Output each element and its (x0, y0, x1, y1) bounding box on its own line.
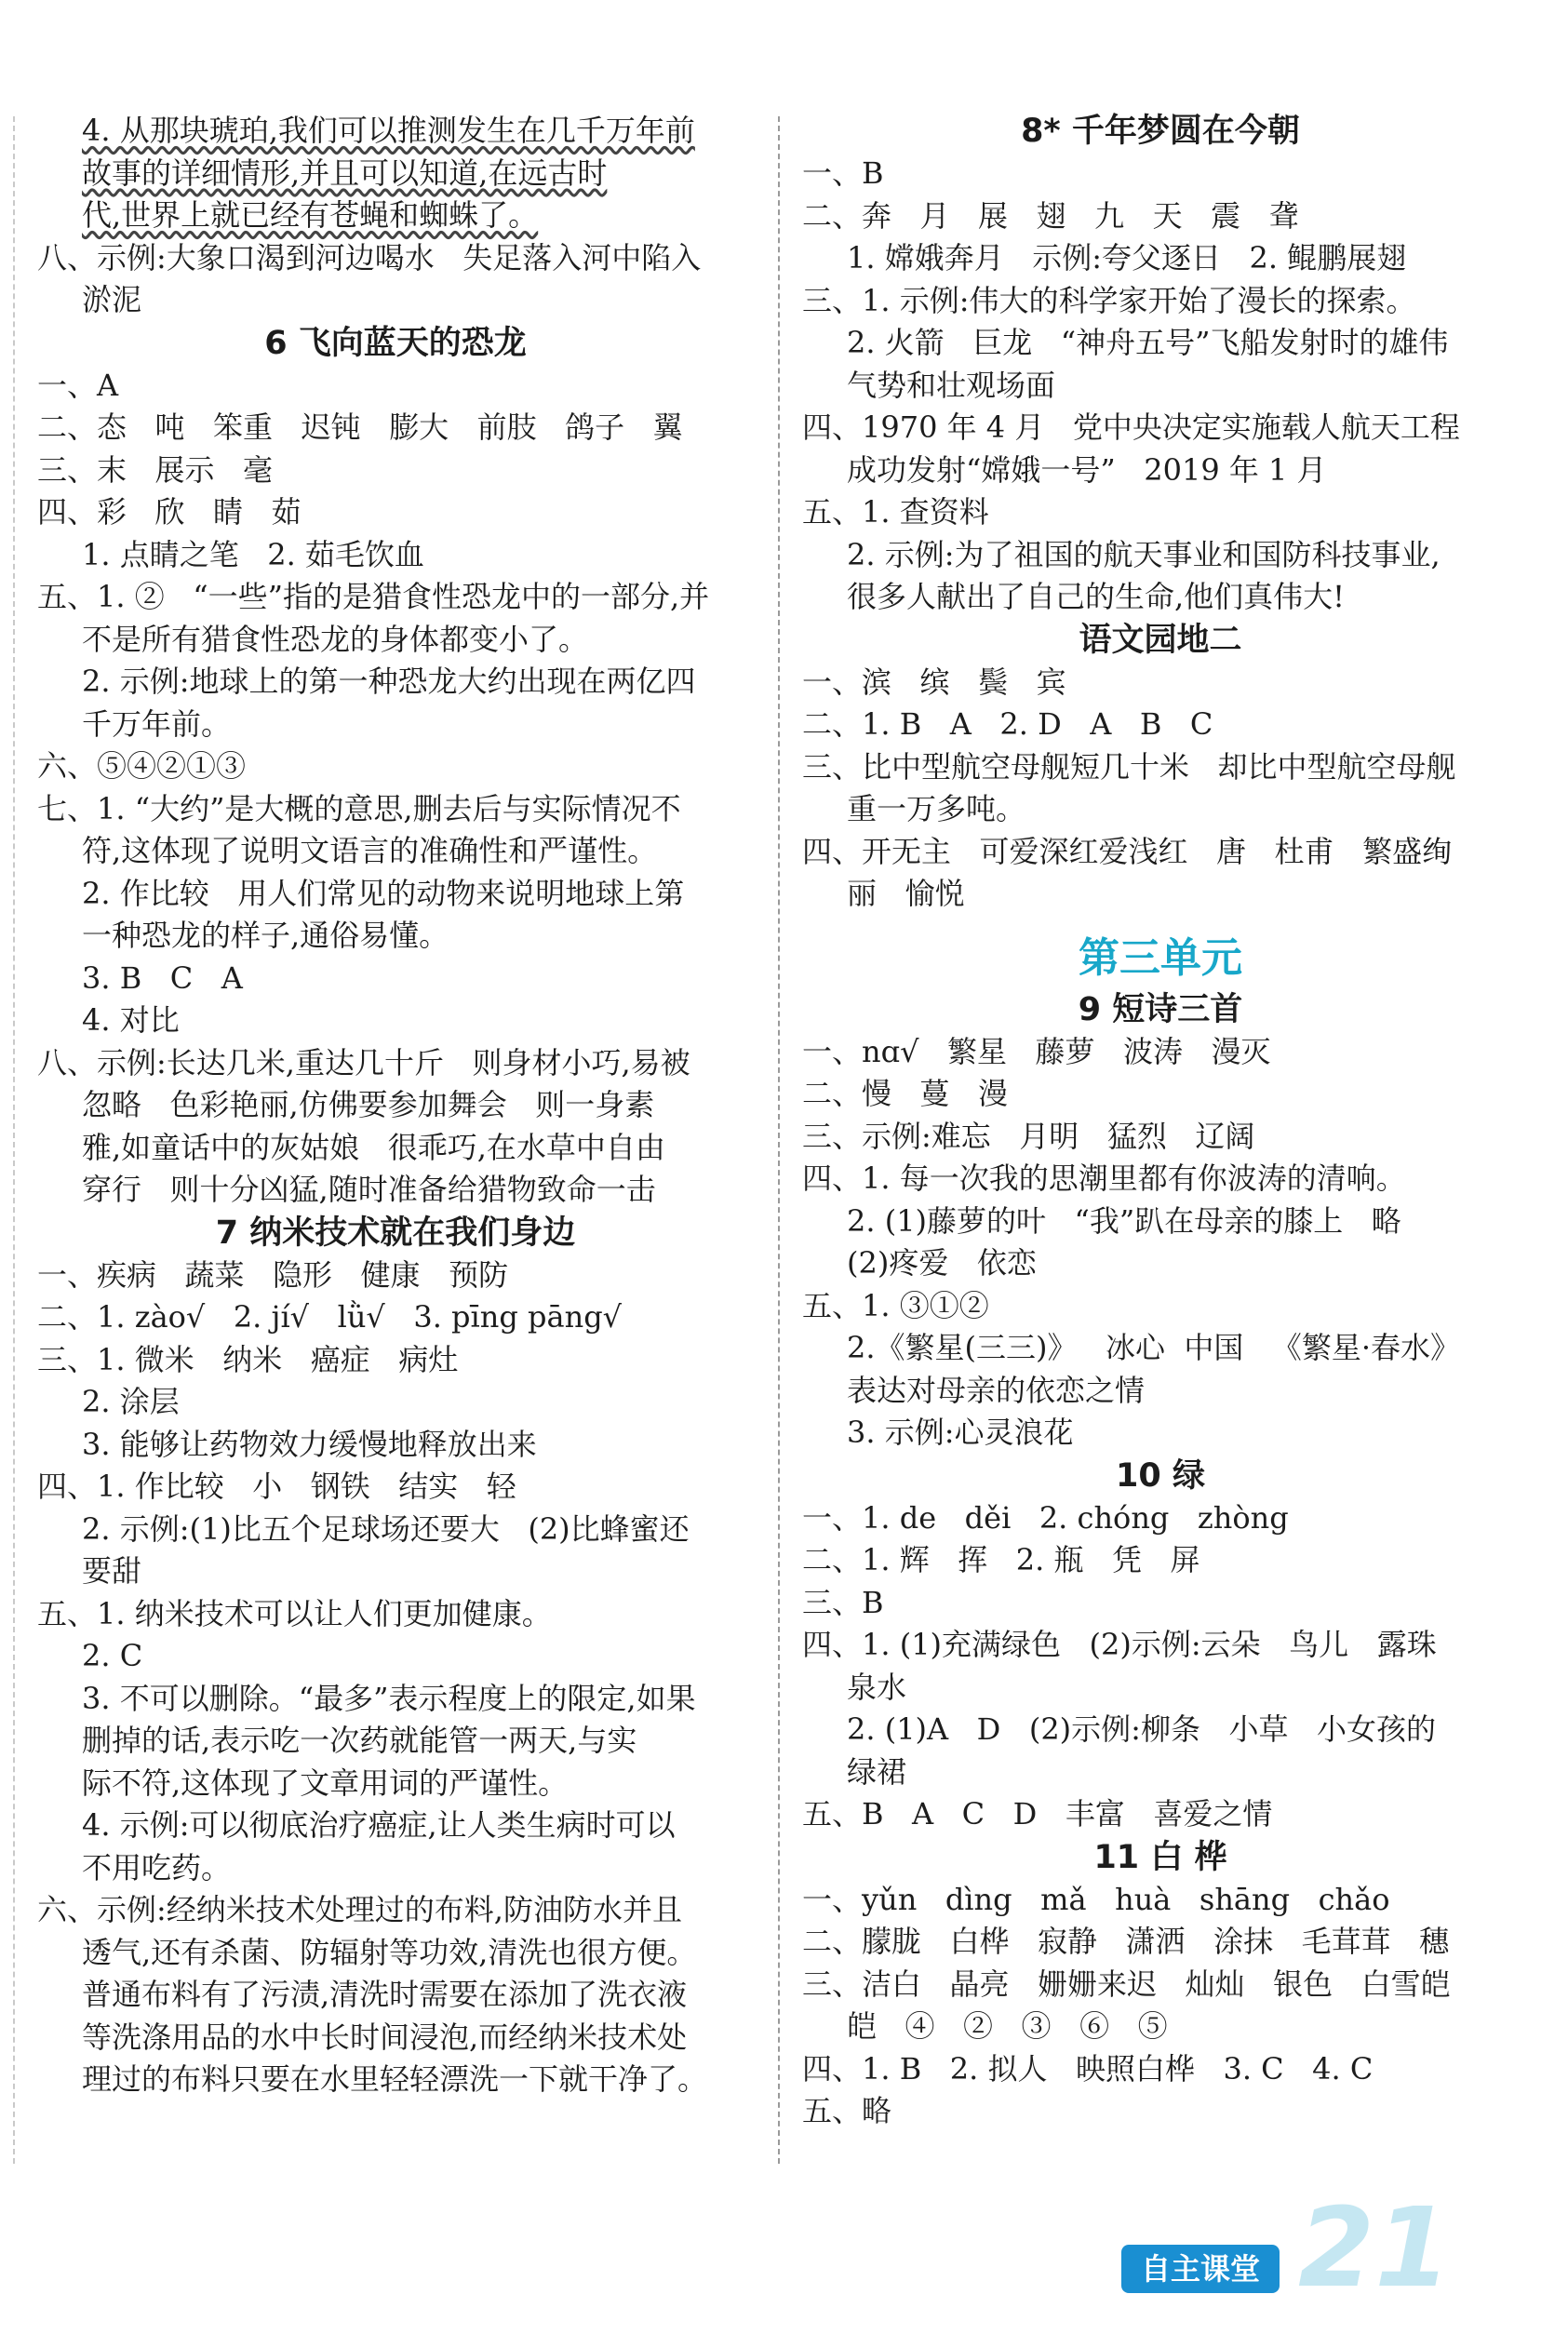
answer-line: 一、1. de děi 2. chóng zhòng (802, 1499, 1289, 1536)
answer-line: 四、1. B 2. 拟人 映照白桦 3. C 4. C (802, 2050, 1374, 2086)
answer-line: 一、A (37, 367, 119, 403)
left-column (37, 110, 754, 2101)
answer-line: 五、B A C D 丰富 喜爱之情 (802, 1796, 1273, 1831)
unit-heading: 第三单元 (1079, 933, 1242, 982)
answer-line: 四、1. 作比较 小 钢铁 结实 轻 (37, 1469, 516, 1504)
answer-line: 2. 示例:为了祖国的航天事业和国防科技事业, (847, 536, 1441, 572)
answer-line: 三、末 展示 毫 (37, 451, 274, 488)
page-number: 21 (1298, 2183, 1452, 2312)
lesson-title: 10 绿 (1116, 1456, 1205, 1495)
answer-line: 二、1. zào√ 2. jí√ lǜ√ 3. pīng pāng√ (37, 1299, 623, 1335)
lesson-title: 语文园地二 (1079, 621, 1242, 659)
lesson-title: 9 短诗三首 (1078, 990, 1243, 1028)
answer-line: 4. 示例:可以彻底治疗癌症,让人类生病时可以 (82, 1807, 676, 1843)
footer-badge: 自主课堂 (1121, 2245, 1280, 2293)
answer-line: 2. (1)藤萝的叶 “我”趴在母亲的膝上 略 (847, 1202, 1401, 1239)
lesson-title: 6 飞向蓝天的恐龙 (264, 324, 527, 362)
answer-line: 等洗涤用品的水中长时间浸泡,而经纳米技术处 (82, 2019, 688, 2055)
answer-line: 四、彩 欣 睛 茹 (37, 494, 302, 530)
answer-line: 八、示例:长达几米,重达几十斤 则身材小巧,易被 (37, 1044, 690, 1080)
answer-line: 三、洁白 晶亮 姗姗来迟 灿灿 银色 白雪皑 (802, 1966, 1451, 2002)
answer-line: 符,这体现了说明文语言的准确性和严谨性。 (82, 833, 658, 868)
answer-line: 表达对母亲的依恋之情 (847, 1372, 1146, 1408)
answer-line: 四、1970 年 4 月 党中央决定实施载人航天工程 (802, 409, 1460, 445)
answer-line: 一、疾病 蔬菜 隐形 健康 预防 (37, 1256, 509, 1293)
answer-line: 绿裙 (847, 1753, 907, 1790)
answer-line: 一、B (802, 155, 884, 191)
answer-line: 代,世界上就已经有苍蝇和蜘蛛了。 (82, 197, 539, 233)
answer-line: 透气,还有杀菌、防辐射等功效,清洗也很方便。 (82, 1934, 697, 1970)
answer-line: 三、示例:难忘 月明 猛烈 辽阔 (802, 1118, 1255, 1154)
answer-line: 四、1. (1)充满绿色 (2)示例:云朵 鸟儿 露珠 (802, 1627, 1437, 1662)
lesson-title: 8* 千年梦圆在今朝 (1021, 113, 1300, 150)
answer-line: 丽 愉悦 (847, 876, 965, 911)
answer-line: 五、略 (802, 2093, 892, 2128)
answer-line: 2.《繁星(三三)》 冰心 中国 《繁星·春水》 (847, 1330, 1461, 1365)
answer-line: 千万年前。 (82, 705, 232, 742)
answer-line: 要甜 (82, 1553, 142, 1589)
answer-line: 二、1. 辉 挥 2. 瓶 凭 屏 (802, 1542, 1200, 1577)
answer-line: 际不符,这体现了文章用词的严谨性。 (82, 1764, 569, 1801)
answer-line: 一、yǔn dìng mǎ huà shāng chǎo (802, 1881, 1390, 1917)
answer-line: 二、朦胧 白桦 寂静 潇洒 涂抹 毛茸茸 穗 (802, 1924, 1450, 1959)
answer-line: 3. 能够让药物效力缓慢地释放出来 (82, 1426, 537, 1462)
answer-line: 五、1. 查资料 (802, 494, 989, 530)
answer-line: 3. 不可以删除。“最多”表示程度上的限定,如果 (82, 1680, 696, 1716)
answer-line: 二、态 吨 笨重 迟钝 膨大 前肢 鸽子 翼 (37, 409, 683, 445)
answer-line: 四、开无主 可爱深红爱浅红 唐 杜甫 繁盛绚 (802, 833, 1453, 869)
answer-line: 故事的详细情形,并且可以知道,在远古时 (82, 154, 608, 191)
answer-line: 二、1. B A 2. D A B C (802, 706, 1213, 742)
answer-line: 一、滨 缤 鬓 宾 (802, 664, 1066, 700)
answer-line: 气势和壮观场面 (847, 367, 1056, 403)
answer-line: 不用吃药。 (82, 1849, 232, 1885)
answer-line: 二、奔 月 展 翅 九 天 震 聋 (802, 197, 1299, 234)
answer-line: 五、1. 纳米技术可以让人们更加健康。 (37, 1595, 552, 1631)
answer-line: 理过的布料只要在水里轻轻漂洗一下就干净了。 (82, 2061, 708, 2097)
answer-line: 3. B C A (82, 959, 243, 996)
answer-line: 成功发射“嫦娥一号” 2019 年 1 月 (847, 451, 1327, 488)
answer-line: 穿行 则十分凶猛,随时准备给猎物致命一击 (82, 1172, 656, 1207)
answer-line: 2. 涂层 (82, 1384, 180, 1419)
answer-line: 2. (1)A D (2)示例:柳条 小草 小女孩的 (847, 1711, 1436, 1747)
answer-line: 2. 示例:(1)比五个足球场还要大 (2)比蜂蜜还 (82, 1510, 690, 1547)
answer-line: 普通布料有了污渍,清洗时需要在添加了洗衣液 (82, 1977, 688, 2012)
answer-line: 删掉的话,表示吃一次药就能管一两天,与实 (82, 1723, 637, 1758)
answer-line: 1. 嫦娥奔月 示例:夸父逐日 2. 鲲鹏展翅 (847, 240, 1407, 275)
answer-line: 3. 示例:心灵浪花 (847, 1415, 1074, 1450)
answer-line: 八、示例:大象口渴到河边喝水 失足落入河中陷入 (37, 239, 702, 275)
answer-line: 五、1. ② “一些”指的是猎食性恐龙中的一部分,并 (37, 579, 710, 614)
answer-line: 4. 从那块琥珀,我们可以推测发生在几千万年前 (82, 113, 695, 148)
answer-line: 不是所有猎食性恐龙的身体都变小了。 (82, 621, 589, 657)
answer-line: 2. 示例:地球上的第一种恐龙大约出现在两亿四 (82, 664, 696, 699)
lesson-title: 7 纳米技术就在我们身边 (215, 1214, 576, 1252)
answer-line: 2. 火箭 巨龙 “神舟五号”飞船发射时的雄伟 (847, 325, 1449, 360)
answer-line: 一种恐龙的样子,通俗易懂。 (82, 918, 449, 953)
answer-line: 四、1. 每一次我的思潮里都有你波涛的清响。 (802, 1161, 1406, 1196)
answer-line: 二、慢 蔓 漫 (802, 1076, 1009, 1111)
answer-line: 雅,如童话中的灰姑娘 很乖巧,在水草中自由 (82, 1129, 665, 1165)
answer-line: 淤泥 (82, 282, 142, 317)
answer-line: 六、示例:经纳米技术处理过的布料,防油防水并且 (37, 1892, 682, 1927)
answer-line: 三、1. 微米 纳米 癌症 病灶 (37, 1341, 459, 1377)
answer-line: 2. 作比较 用人们常见的动物来说明地球上第 (82, 875, 685, 911)
lesson-title: 11 白 桦 (1093, 1838, 1227, 1876)
answer-line: 泉水 (847, 1669, 907, 1705)
answer-line: 皑 ④ ② ③ ⑥ ⑤ (847, 2008, 1168, 2044)
answer-line: 2. C (82, 1638, 143, 1673)
answer-line: 三、比中型航空母舰短几十米 却比中型航空母舰 (802, 748, 1456, 785)
answer-line: 重一万多吨。 (847, 791, 1026, 826)
answer-line: 五、1. ③①② (802, 1287, 989, 1323)
answer-line: 三、1. 示例:伟大的科学家开始了漫长的探索。 (802, 282, 1416, 318)
answer-line: 4. 对比 (82, 1002, 180, 1038)
answer-line: 1. 点睛之笔 2. 茹毛饮血 (82, 536, 424, 572)
answer-line: (2)疼爱 依恋 (847, 1245, 1037, 1281)
right-column (802, 110, 1519, 2133)
answer-line: 很多人献出了自己的生命,他们真伟大! (847, 579, 1346, 614)
answer-line: 忽略 色彩艳丽,仿佛要参加舞会 则一身素 (82, 1087, 655, 1122)
answer-line: 三、B (802, 1584, 884, 1620)
column-divider (778, 116, 780, 2164)
answer-line: 一、nɑ√ 繁星 藤萝 波涛 漫灭 (802, 1033, 1271, 1069)
binding-edge-line (13, 116, 15, 2164)
answer-line: 六、⑤④②①③ (37, 748, 247, 784)
answer-line: 七、1. “大约”是大概的意思,删去后与实际情况不 (37, 790, 681, 826)
